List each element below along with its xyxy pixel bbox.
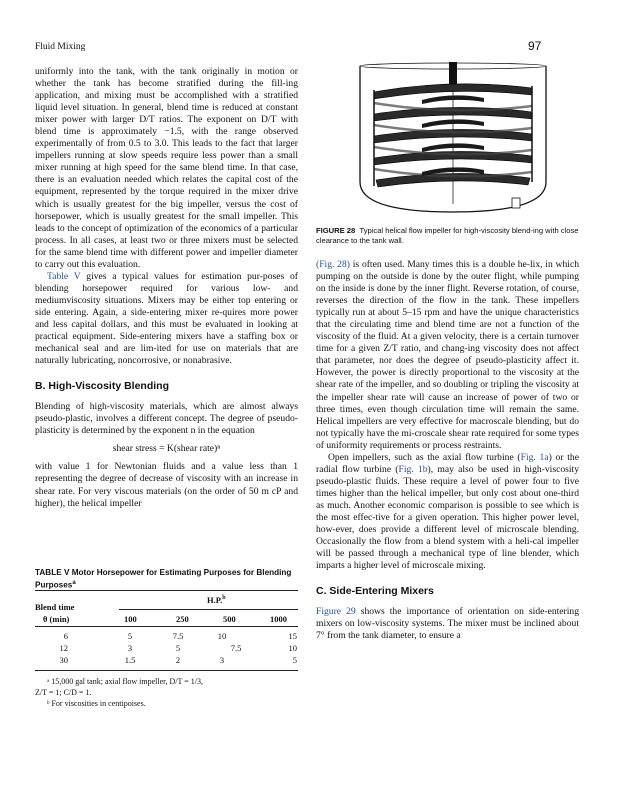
paragraph-text: is often used. Many times this is a double he-lix, in which pumping on the outside is done by the outer flight, while pumping on the inside is done by the inner flight. Reverse rotation, of course, reverses the direction of the flow in the tank. These impellers typically run at about 5–15 rpm and have the unique characteristics that the circulating time and blend time are not a function of the viscosity of the fluid. At a given velocity, there is a certain turnover time for a given Z/T ratio, and chang-ing viscosity does not affect that parameter, nor does the degree of pseudo-plasticity affect it. However, the power is directly proportional to the viscosity at the shear rate of the impeller, and so doubling or tripling the viscosity at the impeller shear rate will cause an increase of power of two or three times, even though circulation time will remain the same. Helical impellers are very effective for macroscale blending, but do not typically have the mi-croscale shear rate required for some types of uniformity requirements or process restraints. — [316, 259, 579, 451]
body-paragraph: with value 1 for Newtonian fluids and a value less than 1 representing the degree of decrease of viscosity with an increase in shear rate. For very viscous materials (on the order of 50 m cP and higher), the helical impeller — [35, 461, 298, 509]
table-cell: 10 — [288, 643, 297, 653]
table-cell: 15 — [288, 631, 297, 641]
running-title: Fluid Mixing — [35, 42, 86, 52]
table-v-link[interactable]: Table V — [47, 270, 81, 282]
body-paragraph: Blending of high-viscosity materials, which are almost always pseudo-plastic, involves a different concept. The degree of pseudo-plasticity is determined by the exponent n in the equation — [35, 401, 298, 437]
fig-1a-link[interactable]: Fig. 1a — [520, 451, 549, 463]
fig-1b-link[interactable]: Fig. 1b — [398, 463, 428, 475]
table-cell: 5 — [175, 643, 181, 653]
body-paragraph — [35, 271, 298, 367]
column-header: 250 — [176, 614, 189, 624]
row-header-line2: θ (min) — [43, 614, 70, 624]
column-header: 1000 — [270, 614, 287, 624]
helical-impeller-figure — [342, 62, 564, 216]
column-header: 100 — [124, 614, 137, 624]
body-paragraph: uniformly into the tank, with the tank originally in motion or whether the tank has become stratified during the fill-ing application, and mixing must be accomplished with a stratified liquid level situation. In general, blend time is reduced at constant mixer power with larger D/T ratios. The exponent on D/T with blend time is approximately −1.5, with the range observed experimentally of from 0.5 to 3.0. This leads to the fact that larger impellers running at slow speeds require less power than a small mixer running at high speed for the same blend time. In that case, there is an evaluation needed which relates the capital cost of the equipment, represented by the torque required in the mixer drive which is usually greatest for the big impeller, versus the cost of horsepower, which is usually greatest for the small impeller. This leads to the concept of optimization of the economics of a particular process. In all cases, at least two or three mixers must be selected for the same blend time with different power and impeller diameter to carry out this evaluation. — [35, 66, 298, 270]
page-number: 97 — [528, 39, 542, 53]
table-cell: 5 — [127, 631, 133, 641]
table-cell: 12 — [59, 643, 68, 653]
table-title-sup: a — [72, 580, 76, 586]
table-cell: 3 — [219, 655, 225, 665]
shear-stress-equation: shear stress = K(shear rate)ⁿ — [112, 443, 221, 455]
table-footnote-a-cont: Z/T = 1; C/D = 1. — [35, 688, 92, 697]
paragraph-text: gives a typical values for estimation pur-poses of blending horsepower required for various low- and mediumviscosity situations. Mixers may be either top entering or side entering. Again, a side-entering mixer re-quires more power and less capital dollars, and this must be evaluated in looking at practical equipment. Side-entering mixers have a staffing box or mechanical seal and are lim-ited for use on materials that are naturally lubricating, noncorrosive, or nonabrasive. — [35, 270, 298, 367]
figure-label: FIGURE 28 — [316, 226, 356, 235]
table-footnote-a: ᵃ 15,000 gal tank; axial flow impeller, D/T = 1/3, — [47, 677, 203, 686]
table-group-header: H.P.$^b$ — [207, 595, 226, 605]
table-cell: 5 — [292, 655, 297, 665]
right-column — [316, 259, 579, 642]
table-cell: 10 — [217, 631, 227, 641]
figure-29-link[interactable]: Figure 29 — [316, 606, 356, 618]
section-heading-b: B. High-Viscosity Blending — [35, 380, 169, 393]
column-header: 500 — [223, 614, 236, 624]
left-column — [35, 66, 298, 510]
table-cell: 2 — [175, 655, 181, 665]
row-header-line1: Blend time — [35, 602, 75, 612]
table-cell: 1.5 — [124, 655, 136, 665]
table-title: TABLE V Motor Horsepower for Estimating Purposes for Blending Purposes$^a$ — [35, 568, 292, 590]
figure-caption-text: Typical helical flow impeller for high-viscosity blend-ing with close clearance to the tank wall. — [316, 226, 579, 245]
table-footnote-b: ᵇ For viscosities in centipoises. — [47, 699, 146, 708]
section-heading-c: C. Side-Entering Mixers — [316, 585, 434, 598]
body-paragraph — [316, 259, 579, 452]
table-cell: 6 — [63, 631, 68, 641]
body-paragraph — [316, 606, 579, 642]
table-cell: 7.5 — [230, 643, 242, 653]
paragraph-text: shows the importance of orientation on side-entering mixers on low-viscosity systems. The mixer must be inclined about 7° from the tank diameter, to ensure a — [316, 606, 579, 642]
figure-caption — [316, 226, 579, 246]
fig-28-link[interactable]: (Fig. 28) — [316, 259, 350, 270]
table-cell: 7.5 — [172, 631, 184, 641]
table-cell: 30 — [59, 655, 68, 665]
table-cell: 3 — [127, 643, 133, 653]
body-paragraph: Open impellers, such as the axial flow turbine (Fig. 1a) or the radial flow turbine (Fig. 1b), may also be used in high-viscosity pseudo-plastic fluids. These require a level of power four to five times higher than the helical impeller, but only cost about one-third as much. Another economic comparison is possible to see which is the most effec-tive for a given operation. This higher power level, how-ever, does provide a different level of microscale blending. Occasionally the flow from a blend system with a heli-cal impeller will be passed through a mechanical type of line blender, which imparts a higher level of microscale mixing. — [316, 451, 579, 572]
